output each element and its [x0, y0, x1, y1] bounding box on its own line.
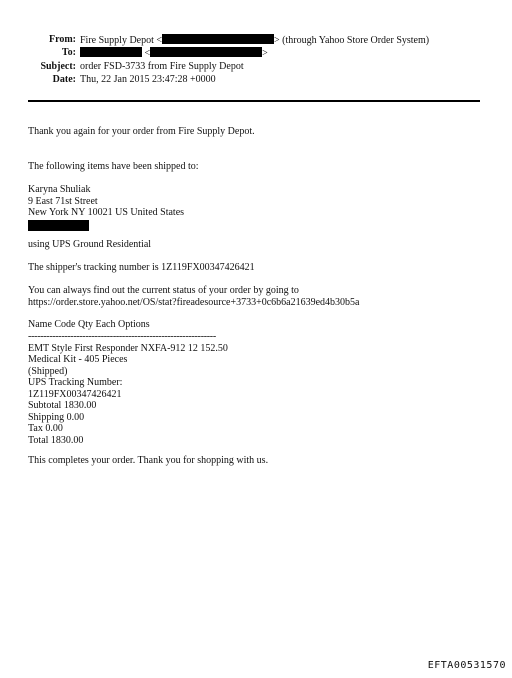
redaction-bar: [80, 47, 142, 57]
thanks-line: Thank you again for your order from Fire Supply Depot.: [28, 126, 255, 137]
address-city: New York NY 10021 US United States: [28, 207, 185, 218]
item-status: (Shipped): [28, 365, 68, 377]
redaction-bar: [150, 47, 262, 57]
date-label: Date:: [52, 74, 76, 85]
date-value: Thu, 22 Jan 2015 23:47:28 +0000: [80, 74, 216, 85]
address-street: 9 East 71st Street: [28, 195, 98, 207]
redaction-bar: [162, 34, 274, 44]
closing-line: This completes your order. Thank you for shopping with us.: [28, 455, 269, 466]
status-line: You can always find out the current status of your order by going to: [28, 285, 299, 296]
total: Total 1830.00: [28, 434, 84, 446]
ups-number: 1Z119FX00347426421: [28, 388, 122, 400]
status-url: https://order.store.yahoo.net/OS/stat?fireadesource+3733+0c6b6a21639ed4b30b5a: [28, 296, 360, 308]
shipping-address: [28, 184, 184, 219]
to-lt: <: [144, 48, 151, 59]
dash-separator: --------------------------------------------------------------: [28, 331, 216, 342]
to-value: [80, 47, 268, 60]
address-name: Karyna Shuliak: [28, 184, 91, 195]
redaction-bar: [28, 220, 89, 231]
subtotal: Subtotal 1830.00: [28, 400, 97, 411]
header-divider: [28, 100, 480, 102]
status-info: [28, 285, 359, 308]
from-label: From:: [48, 34, 76, 45]
tracking-sentence: The shipper's tracking number is 1Z119FX00347426421: [28, 262, 255, 273]
order-table-header: Name Code Qty Each Options: [28, 319, 150, 330]
tax: Tax 0.00: [28, 423, 63, 434]
ups-label: UPS Tracking Number:: [28, 377, 123, 388]
shipped-to-line: The following items have been shipped to:: [28, 161, 199, 172]
subject-value: order FSD-3733 from Fire Supply Depot: [80, 61, 244, 72]
from-name: Fire Supply Depot <: [80, 35, 163, 46]
to-gt: >: [262, 48, 268, 59]
shipping: Shipping 0.00: [28, 411, 85, 423]
order-details: [28, 331, 228, 446]
ship-method-line: using UPS Ground Residential: [28, 239, 152, 250]
from-value: [80, 34, 429, 47]
item-line: Medical Kit - 405 Pieces: [28, 354, 128, 365]
from-suffix: > (through Yahoo Store Order System): [274, 35, 430, 46]
document-id: EFTA00531570: [427, 660, 506, 671]
subject-label: Subject:: [40, 61, 76, 72]
item-line: EMT Style First Responder NXFA-912 12 152.50: [28, 342, 228, 354]
to-label: To:: [61, 47, 76, 58]
